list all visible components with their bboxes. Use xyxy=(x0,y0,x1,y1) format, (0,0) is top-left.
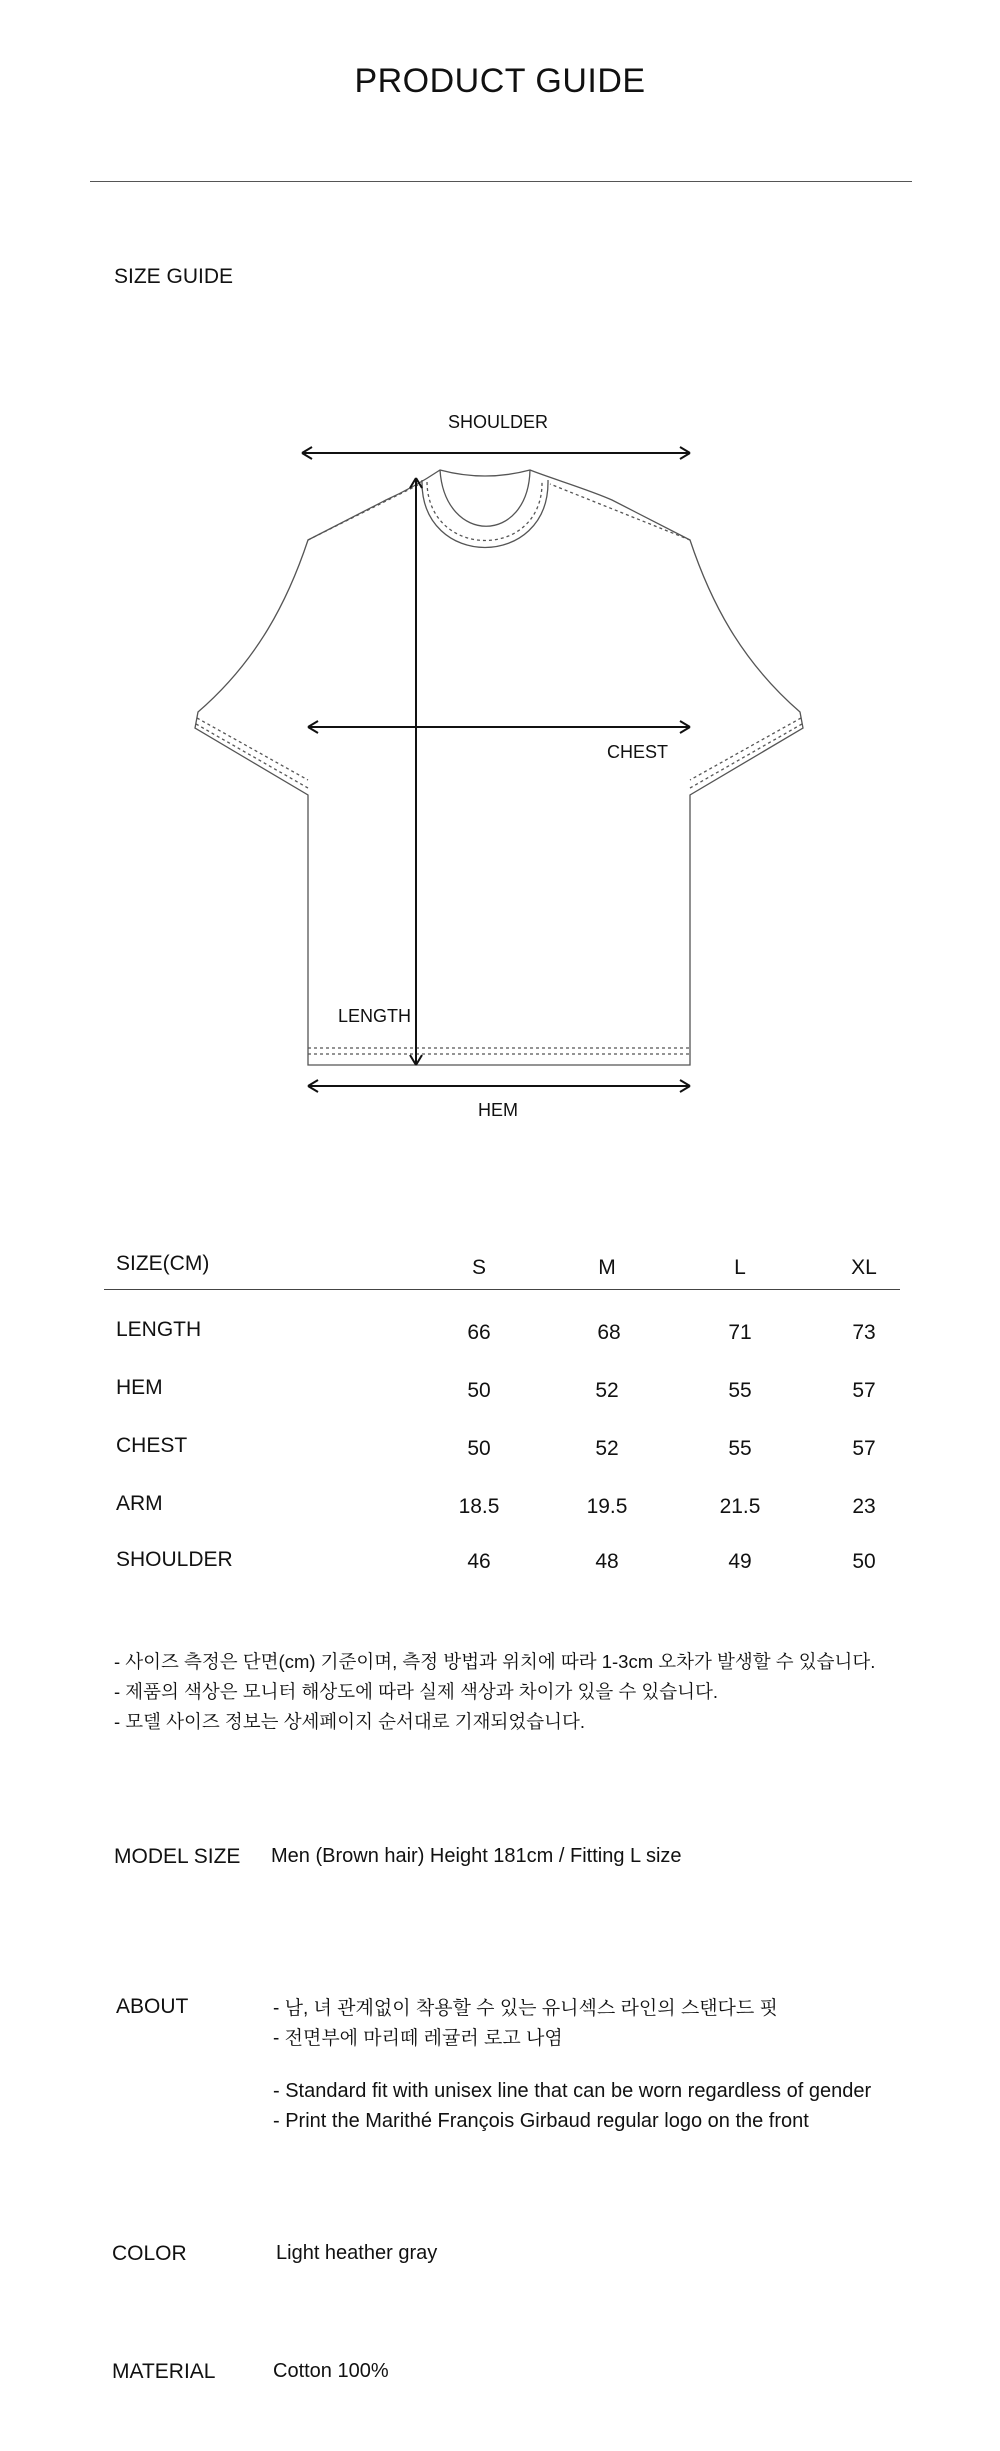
row-label: HEM xyxy=(116,1376,163,1399)
size-table-header-label: SIZE(CM) xyxy=(116,1252,210,1275)
table-cell: 49 xyxy=(728,1550,752,1573)
size-table-divider xyxy=(104,1289,900,1290)
table-cell: 50 xyxy=(467,1437,491,1460)
table-cell: 52 xyxy=(595,1379,619,1402)
note-line: - 사이즈 측정은 단면(cm) 기준이며, 측정 방법과 위치에 따라 1-3cm 오차가 발생할 수 있습니다. xyxy=(114,1651,876,1672)
table-cell: 21.5 xyxy=(719,1495,761,1518)
length-label: LENGTH xyxy=(338,1006,412,1026)
size-header-xl: XL xyxy=(851,1256,877,1279)
table-cell: 19.5 xyxy=(586,1495,628,1518)
table-cell: 55 xyxy=(728,1379,752,1402)
row-label: ARM xyxy=(116,1492,163,1515)
size-header-s: S xyxy=(471,1256,486,1279)
table-cell: 57 xyxy=(852,1437,876,1460)
size-header-m: M xyxy=(598,1256,616,1279)
shoulder-label: SHOULDER xyxy=(447,412,549,432)
table-cell: 52 xyxy=(595,1437,619,1460)
table-cell: 46 xyxy=(467,1550,491,1573)
collar-outline xyxy=(440,470,530,526)
row-label: LENGTH xyxy=(116,1318,202,1341)
table-cell: 18.5 xyxy=(458,1495,500,1518)
table-cell: 71 xyxy=(728,1321,752,1344)
material-value: Cotton 100% xyxy=(273,2360,389,2382)
table-cell: 57 xyxy=(852,1379,876,1402)
size-guide-heading: SIZE GUIDE xyxy=(114,265,234,288)
size-header-l: L xyxy=(734,1256,746,1279)
page-title: PRODUCT GUIDE xyxy=(354,62,646,100)
table-cell: 68 xyxy=(597,1321,621,1344)
chest-label: CHEST xyxy=(607,742,669,762)
model-size-value: Men (Brown hair) Height 181cm / Fitting L size xyxy=(271,1845,682,1867)
row-label: SHOULDER xyxy=(116,1548,233,1571)
model-size-label: MODEL SIZE xyxy=(114,1845,241,1868)
tshirt-size-diagram xyxy=(180,395,820,1155)
table-cell: 50 xyxy=(467,1379,491,1402)
note-line: - 제품의 색상은 모니터 해상도에 따라 실제 색상과 차이가 있을 수 있습니다. xyxy=(114,1681,718,1702)
hem-label: HEM xyxy=(478,1100,518,1120)
title-divider xyxy=(90,181,912,182)
note-line: - 모델 사이즈 정보는 상세페이지 순서대로 기재되었습니다. xyxy=(114,1711,586,1732)
table-cell: 55 xyxy=(728,1437,752,1460)
about-line: - 남, 녀 관계없이 착용할 수 있는 유니섹스 라인의 스탠다드 핏 xyxy=(273,1998,778,2019)
table-cell: 23 xyxy=(852,1495,876,1518)
about-line: - 전면부에 마리떼 레귤러 로고 나염 xyxy=(273,2028,563,2049)
table-cell: 66 xyxy=(467,1321,491,1344)
table-cell: 73 xyxy=(852,1321,876,1344)
about-line: - Standard fit with unisex line that can be worn regardless of gender xyxy=(273,2080,872,2102)
about-label: ABOUT xyxy=(116,1995,189,2018)
material-label: MATERIAL xyxy=(112,2360,216,2383)
table-cell: 50 xyxy=(852,1550,876,1573)
color-value: Light heather gray xyxy=(276,2242,438,2264)
table-cell: 48 xyxy=(595,1550,619,1573)
row-label: CHEST xyxy=(116,1434,188,1457)
about-line: - Print the Marithé François Girbaud regular logo on the front xyxy=(273,2110,809,2132)
color-label: COLOR xyxy=(112,2242,187,2265)
